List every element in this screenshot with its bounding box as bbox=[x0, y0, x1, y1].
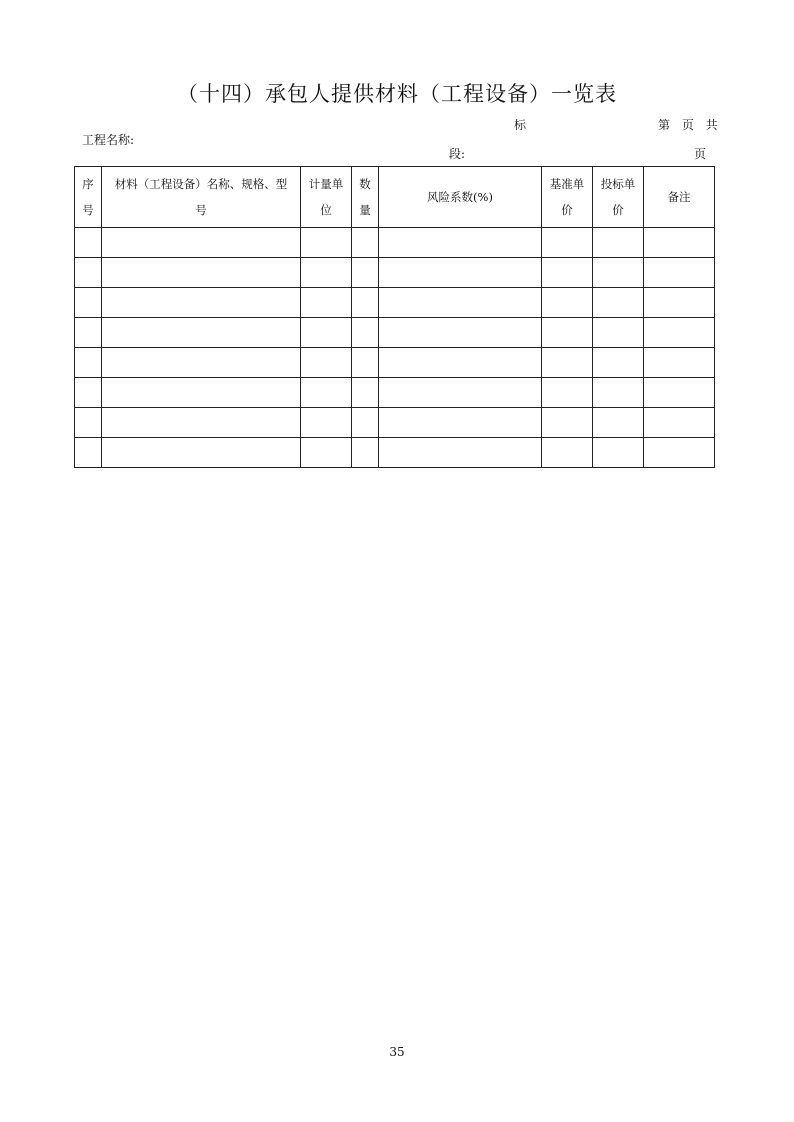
cell-base-price bbox=[542, 438, 593, 468]
cell-seq bbox=[75, 288, 102, 318]
materials-table bbox=[74, 166, 715, 468]
cell-base-price bbox=[542, 378, 593, 408]
cell-quantity bbox=[352, 378, 379, 408]
cell-quantity bbox=[352, 288, 379, 318]
cell-unit bbox=[301, 288, 352, 318]
cell-remarks bbox=[644, 318, 715, 348]
cell-unit bbox=[301, 318, 352, 348]
page-number: 35 bbox=[389, 1045, 405, 1059]
cell-quantity bbox=[352, 318, 379, 348]
cell-risk-factor bbox=[379, 408, 542, 438]
cell-unit bbox=[301, 438, 352, 468]
cell-quantity bbox=[352, 258, 379, 288]
cell-material bbox=[102, 408, 301, 438]
cell-bid-price bbox=[593, 348, 644, 378]
cell-risk-factor bbox=[379, 348, 542, 378]
table-row bbox=[75, 348, 715, 378]
cell-base-price bbox=[542, 408, 593, 438]
cell-quantity bbox=[352, 408, 379, 438]
cell-remarks bbox=[644, 408, 715, 438]
cell-bid-price bbox=[593, 378, 644, 408]
cell-risk-factor bbox=[379, 288, 542, 318]
cell-remarks bbox=[644, 228, 715, 258]
cell-seq bbox=[75, 318, 102, 348]
cell-base-price bbox=[542, 348, 593, 378]
cell-quantity bbox=[352, 348, 379, 378]
cell-quantity bbox=[352, 438, 379, 468]
cell-material bbox=[102, 438, 301, 468]
project-name-label: 工程名称: bbox=[82, 133, 135, 147]
cell-bid-price bbox=[593, 258, 644, 288]
header-base-price: 基准单 价 bbox=[542, 167, 593, 228]
table-header-row bbox=[75, 167, 715, 228]
cell-unit bbox=[301, 408, 352, 438]
cell-base-price bbox=[542, 228, 593, 258]
table-row bbox=[75, 378, 715, 408]
header-quantity: 数 量 bbox=[352, 167, 379, 228]
cell-bid-price bbox=[593, 228, 644, 258]
cell-risk-factor bbox=[379, 318, 542, 348]
cell-unit bbox=[301, 258, 352, 288]
header-bid-price: 投标单 价 bbox=[593, 167, 644, 228]
cell-unit bbox=[301, 348, 352, 378]
cell-quantity bbox=[352, 228, 379, 258]
cell-base-price bbox=[542, 288, 593, 318]
cell-remarks bbox=[644, 348, 715, 378]
page-unit-label: 页 bbox=[694, 147, 707, 161]
cell-seq bbox=[75, 348, 102, 378]
cell-bid-price bbox=[593, 288, 644, 318]
cell-seq bbox=[75, 378, 102, 408]
cell-base-price bbox=[542, 258, 593, 288]
table-row bbox=[75, 258, 715, 288]
header-seq: 序 号 bbox=[75, 167, 102, 228]
table-row bbox=[75, 318, 715, 348]
cell-seq bbox=[75, 408, 102, 438]
cell-base-price bbox=[542, 318, 593, 348]
cell-risk-factor bbox=[379, 438, 542, 468]
header-risk-factor: 风险系数(%) bbox=[379, 167, 542, 228]
table-body bbox=[75, 228, 715, 468]
cell-remarks bbox=[644, 288, 715, 318]
header-remarks: 备注 bbox=[644, 167, 715, 228]
cell-bid-price bbox=[593, 318, 644, 348]
cell-risk-factor bbox=[379, 378, 542, 408]
cell-material bbox=[102, 288, 301, 318]
table-row bbox=[75, 288, 715, 318]
cell-unit bbox=[301, 228, 352, 258]
cell-remarks bbox=[644, 378, 715, 408]
cell-unit bbox=[301, 378, 352, 408]
cell-material bbox=[102, 318, 301, 348]
cell-remarks bbox=[644, 438, 715, 468]
cell-material bbox=[102, 348, 301, 378]
page-title: （十四）承包人提供材料（工程设备）一览表 bbox=[177, 82, 617, 106]
cell-seq bbox=[75, 258, 102, 288]
cell-seq bbox=[75, 228, 102, 258]
cell-material bbox=[102, 228, 301, 258]
cell-risk-factor bbox=[379, 258, 542, 288]
page-count-label: 第 页 共 bbox=[658, 118, 722, 132]
cell-remarks bbox=[644, 258, 715, 288]
header-unit: 计量单 位 bbox=[301, 167, 352, 228]
header-material: 材料（工程设备）名称、规格、型 号 bbox=[102, 167, 301, 228]
section-label: 段: bbox=[449, 147, 466, 161]
cell-risk-factor bbox=[379, 228, 542, 258]
cell-material bbox=[102, 378, 301, 408]
table-row bbox=[75, 408, 715, 438]
table-row bbox=[75, 228, 715, 258]
bid-section-label: 标 bbox=[514, 118, 527, 132]
table-row bbox=[75, 438, 715, 468]
cell-bid-price bbox=[593, 438, 644, 468]
cell-bid-price bbox=[593, 408, 644, 438]
cell-material bbox=[102, 258, 301, 288]
cell-seq bbox=[75, 438, 102, 468]
